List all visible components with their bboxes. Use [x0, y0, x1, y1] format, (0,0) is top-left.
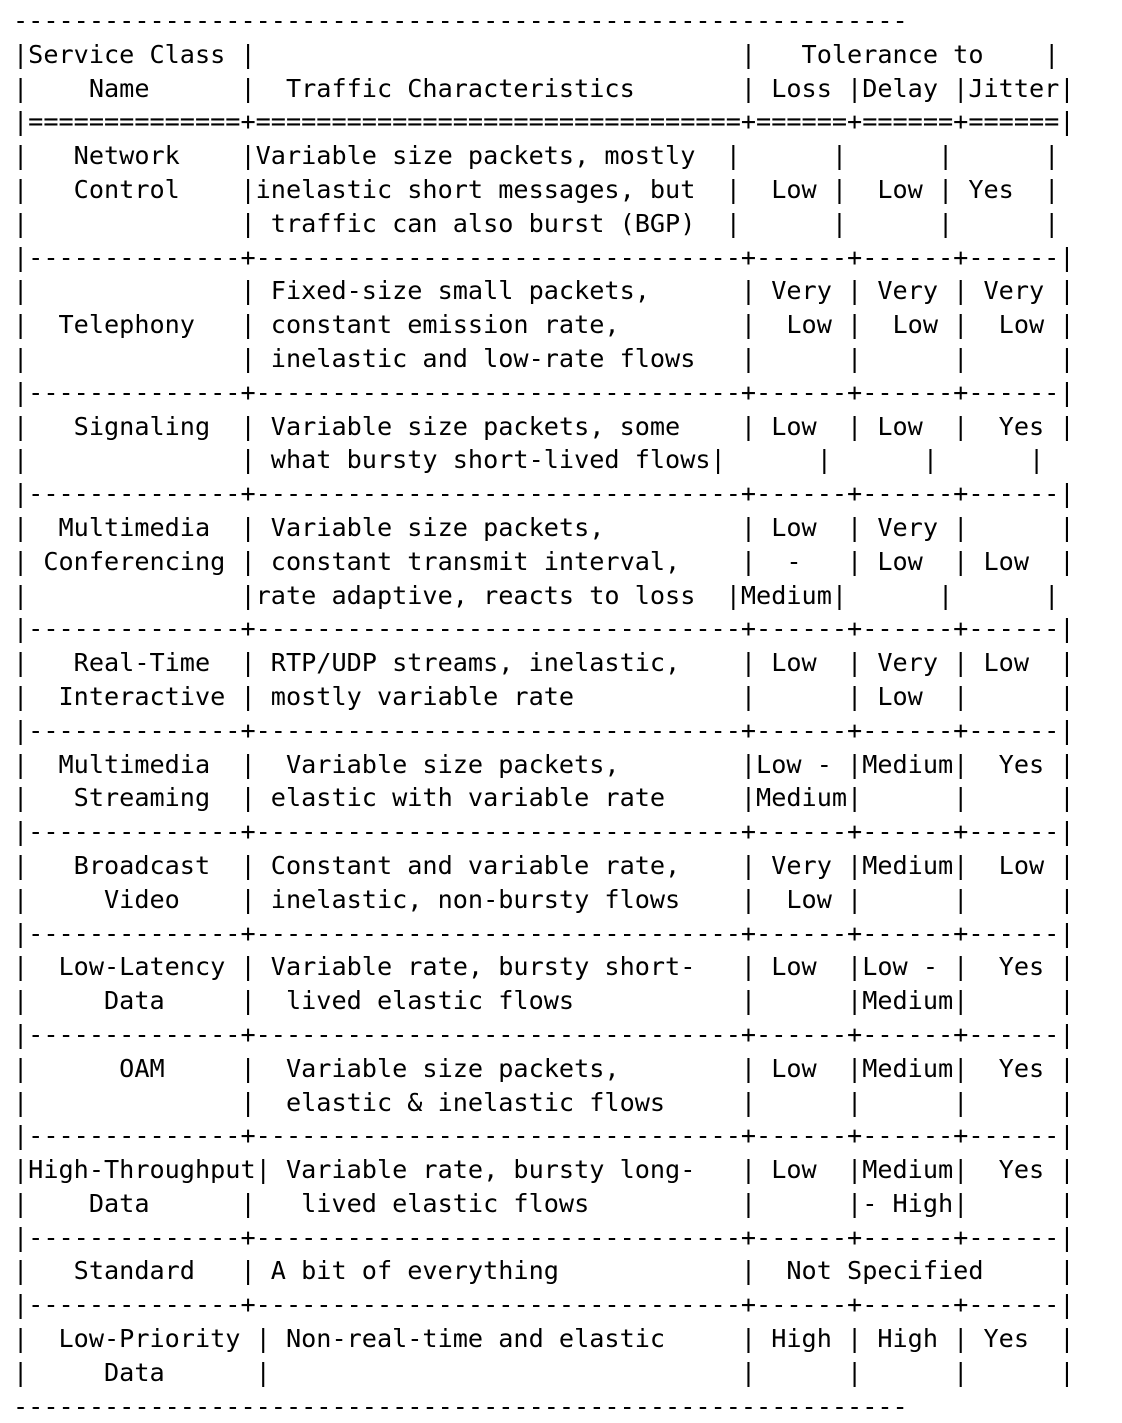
- row-separator: |--------------+--------------------------------+------+------+------|: [13, 242, 1075, 272]
- row-multimedia-streaming-line: | Multimedia | Variable size packets, |Low - |Medium| Yes |: [13, 749, 1075, 779]
- row-low-priority-data-line: | Data | | | | |: [13, 1357, 1075, 1387]
- row-multimedia-conferencing-line: | |rate adaptive, reacts to loss |Medium| | |: [13, 580, 1060, 610]
- row-oam-line: | | elastic & inelastic flows | | | |: [13, 1087, 1075, 1117]
- service-class-table: [13, 4, 1075, 1423]
- row-separator: |--------------+--------------------------------+------+------+------|: [13, 817, 1075, 847]
- row-separator: |--------------+--------------------------------+------+------+------|: [13, 1121, 1075, 1151]
- row-oam-line: | OAM | Variable size packets, | Low |Medium| Yes |: [13, 1053, 1075, 1083]
- row-real-time-interactive-line: | Real-Time | RTP/UDP streams, inelastic, | Low | Very | Low |: [13, 648, 1075, 678]
- row-multimedia-conferencing-line: | Multimedia | Variable size packets, | Low | Very | |: [13, 512, 1075, 542]
- row-multimedia-conferencing-line: | Conferencing | constant transmit interval, | - | Low | Low |: [13, 546, 1075, 576]
- header-line-2: | Name | Traffic Characteristics | Loss |Delay |Jitter|: [13, 73, 1075, 103]
- row-real-time-interactive-line: | Interactive | mostly variable rate | | Low | |: [13, 681, 1075, 711]
- row-network-control-line: | Network |Variable size packets, mostly | | | |: [13, 141, 1060, 171]
- row-network-control-line: | | traffic can also burst (BGP) | | | |: [13, 208, 1060, 238]
- row-telephony-line: | | Fixed-size small packets, | Very | Very | Very |: [13, 276, 1075, 306]
- row-standard-line: | Standard | A bit of everything | Not Specified |: [13, 1256, 1075, 1286]
- row-telephony-line: | | inelastic and low-rate flows | | | |: [13, 343, 1075, 373]
- row-low-priority-data-line: | Low-Priority | Non-real-time and elastic | High | High | Yes |: [13, 1324, 1075, 1354]
- row-signaling-line: | Signaling | Variable size packets, some | Low | Low | Yes |: [13, 411, 1075, 441]
- row-multimedia-streaming-line: | Streaming | elastic with variable rate |Medium| | |: [13, 783, 1075, 813]
- header-divider: |==============+================================+======+======+======|: [13, 107, 1075, 137]
- row-low-latency-data-line: | Data | lived elastic flows | |Medium| |: [13, 986, 1075, 1016]
- row-separator: |--------------+--------------------------------+------+------+------|: [13, 1222, 1075, 1252]
- row-separator: |--------------+--------------------------------+------+------+------|: [13, 614, 1075, 644]
- row-separator: |--------------+--------------------------------+------+------+------|: [13, 377, 1075, 407]
- row-broadcast-video-line: | Video | inelastic, non-bursty flows | Low | | |: [13, 884, 1075, 914]
- row-high-throughput-data-line: |High-Throughput| Variable rate, bursty long- | Low |Medium| Yes |: [13, 1155, 1075, 1185]
- row-separator: |--------------+--------------------------------+------+------+------|: [13, 1019, 1075, 1049]
- row-low-latency-data-line: | Low-Latency | Variable rate, bursty short- | Low |Low - | Yes |: [13, 952, 1075, 982]
- row-signaling-line: | | what bursty short-lived flows| | | |: [13, 445, 1045, 475]
- row-separator: |--------------+--------------------------------+------+------+------|: [13, 715, 1075, 745]
- row-separator: |--------------+--------------------------------+------+------+------|: [13, 479, 1075, 509]
- row-separator: |--------------+--------------------------------+------+------+------|: [13, 918, 1075, 948]
- row-high-throughput-data-line: | Data | lived elastic flows | |- High| |: [13, 1188, 1075, 1218]
- row-broadcast-video-line: | Broadcast | Constant and variable rate, | Very |Medium| Low |: [13, 850, 1075, 880]
- table-bottom-border: -----------------------------------------------------------: [13, 1391, 908, 1421]
- table-top-border: -----------------------------------------------------------: [13, 6, 908, 35]
- table-page: [13, 4, 1075, 1423]
- row-telephony-line: | Telephony | constant emission rate, | Low | Low | Low |: [13, 310, 1075, 340]
- row-network-control-line: | Control |inelastic short messages, but | Low | Low | Yes |: [13, 174, 1060, 204]
- row-separator: |--------------+--------------------------------+------+------+------|: [13, 1290, 1075, 1320]
- header-line-1: |Service Class | | Tolerance to |: [13, 39, 1060, 69]
